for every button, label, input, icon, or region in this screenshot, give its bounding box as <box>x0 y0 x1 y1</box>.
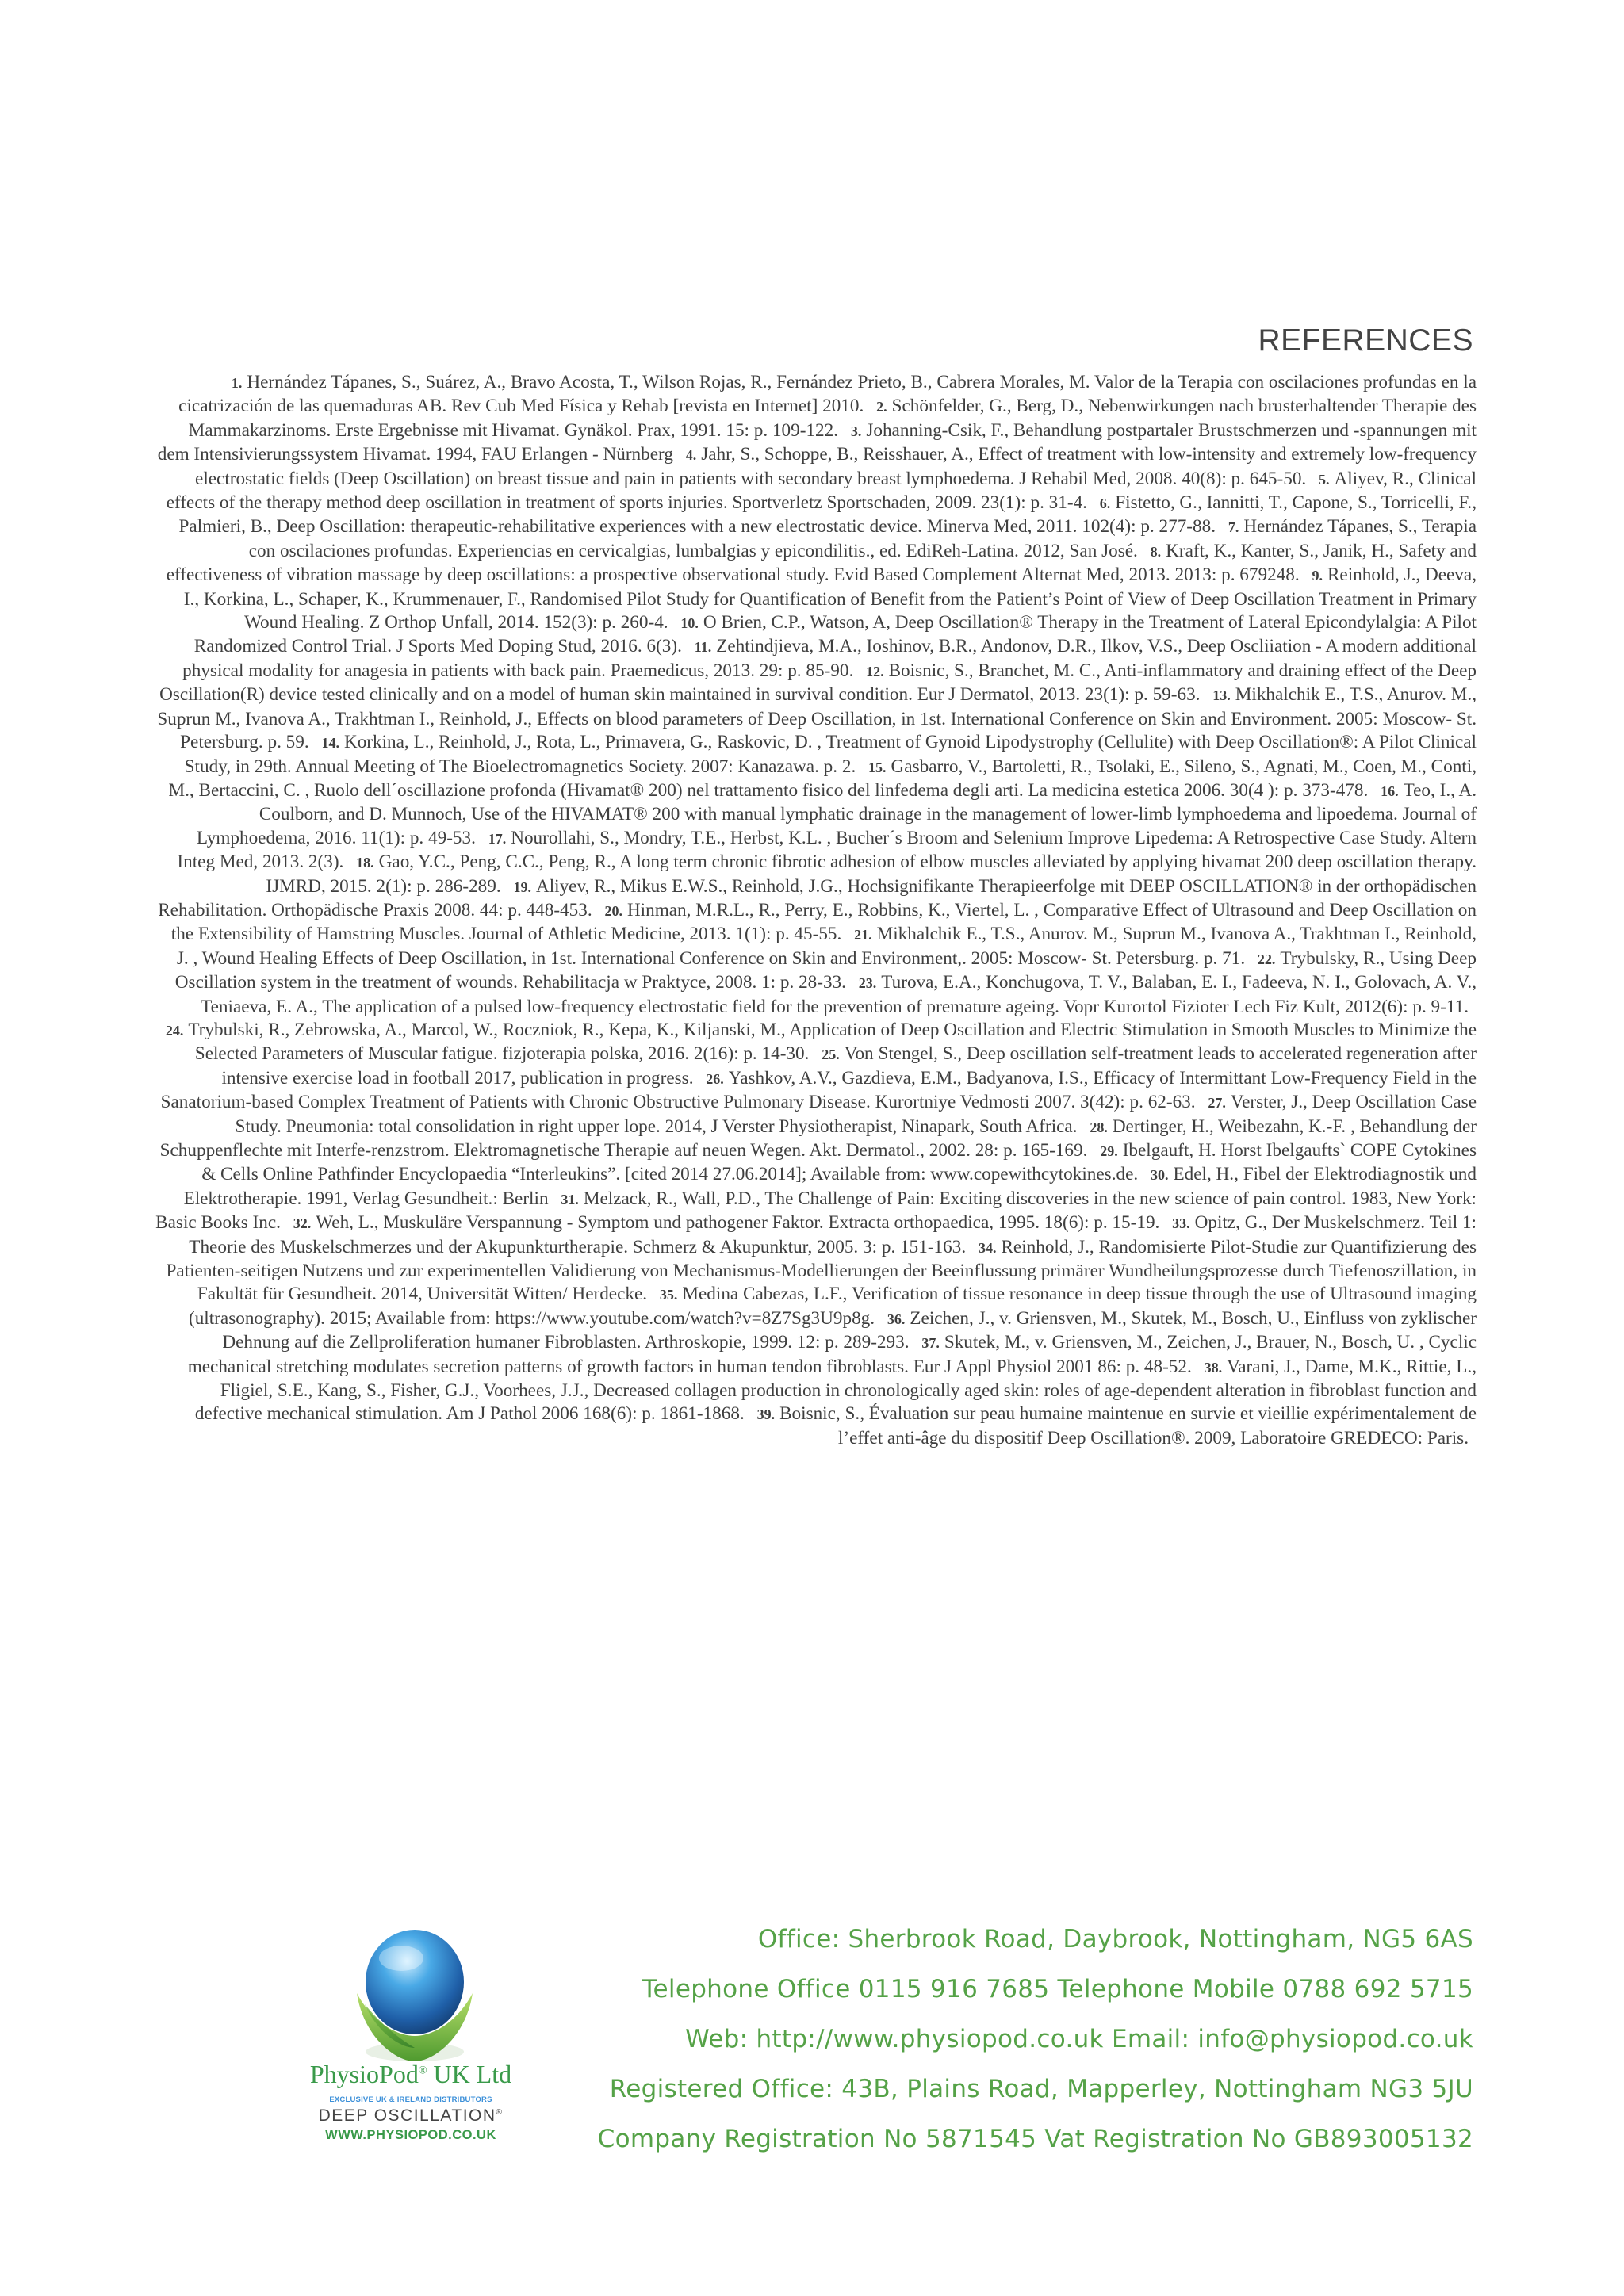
reference-number: 35. <box>659 1287 678 1303</box>
reference-number: 33. <box>1172 1215 1190 1232</box>
reference-text: Korkina, L., Reinhold, J., Rota, L., Primavera, G., Raskovic, D. , Treatment of Gynoid Lipodystrophy (Cellulite) with Deep Oscillation®: A Pilot Clinical Study, in 29th. Annual Meeting of The Bioelectromagnetics Society. 2007: Kanazawa. p. 2. <box>184 732 1477 777</box>
contact-block <box>474 1922 1473 2172</box>
reference-text: Opitz, G., Der Muskelschmerz. Teil 1: Theorie des Muskelschmerzes und der Akupunkturtherapie. Schmerz & Akupunktur, 2005. 3: p. 151-163. <box>189 1212 1477 1257</box>
reference-number: 31. <box>561 1191 579 1207</box>
reference-item <box>293 1212 1168 1233</box>
reference-text: Hernández Tápanes, S., Terapia con oscilaciones profundas. Experiencias en cervicalgias, lumbalgias y epicondilitis., ed. EdiReh-Latina. 2012, San José. <box>248 516 1477 561</box>
references-heading: REFERENCES <box>1258 323 1473 358</box>
reference-number: 28. <box>1090 1119 1108 1135</box>
reference-number: 14. <box>321 735 339 752</box>
reference-text: Zeichen, J., v. Griensven, M., Skutek, M., Bosch, U., Einfluss von zyklischer Dehnung auf die Zellproliferation humaner Fibroblasten. Arthroskopie, 1999. 12: p. 289-293. <box>222 1307 1477 1353</box>
reference-number: 22. <box>1257 951 1276 967</box>
logo-url: WWW.PHYSIOPOD.CO.UK <box>325 2128 496 2142</box>
reference-text: Dertinger, H., Weibezahn, K.-F. , Behandlung der Schuppenflechte mit Interfe-renzstrom. Elektromagnetische Therapie auf neuen Wegen. Akt. Dermatol., 2002. 28: p. 165-169. <box>159 1115 1477 1161</box>
reference-text: Mikhalchik E., T.S., Anurov. M., Suprun M., Ivanova A., Trakhtman I., Reinhold, J., Effects on blood parameters of Deep Oscillation, in 1st. International Conference on Skin and Environment. 2005: Moscow- St. Petersburg. p. 59. <box>157 684 1477 753</box>
reference-number: 21. <box>854 927 872 943</box>
reference-text: Aliyev, R., Clinical effects of the therapy method deep oscillation in treatment of sports injuries. Sportverletz Sportschaden, 2009. 23(1): p. 31-4. <box>166 468 1477 514</box>
reference-number: 4. <box>685 447 697 464</box>
reference-text: Trybulski, R., Zebrowska, A., Marcol, W., Roczniok, R., Kepa, K., Kiljanski, M., Application of Deep Oscillation and Electric Stimulation in Smooth Muscles to Minimize the Selected Parameters of Muscular fatigue. fizjoterapia polska, 2016. 2(16): p. 14-30. <box>188 1019 1477 1065</box>
web-email: Web: http://www.physiopod.co.uk Email: info@physiopod.co.uk <box>685 2025 1473 2053</box>
reference-number: 8. <box>1150 543 1162 560</box>
reference-text: Von Stengel, S., Deep oscillation self-treatment leads to accelerated regeneration after intensive exercise load in football 2017, publication in progress. <box>221 1043 1477 1089</box>
reference-text: Johanning-Csik, F., Behandlung postpartaler Brustschmerzen und -spannungen mit dem Intensivierungssystem Hivamat. 1994, FAU Erlangen - Nürnberg <box>157 419 1477 465</box>
reference-text: Melzack, R., Wall, P.D., The Challenge of Pain: Exciting discoveries in the new science of pain control. 1983, New York: Basic Books Inc. <box>155 1188 1477 1234</box>
reference-number: 39. <box>756 1406 776 1423</box>
logo-tagline: EXCLUSIVE UK & IRELAND DISTRIBUTORS <box>329 2095 492 2104</box>
reference-number: 11. <box>694 639 712 656</box>
reference-number: 13. <box>1212 687 1231 704</box>
reference-text: Jahr, S., Schoppe, B., Reisshauer, A., Effect of treatment with low-intensity and extremely low-frequency electrostatic fields (Deep Oscillation) on breast tissue and pain in patients with secondary breast lymphoedema. J Rehabil Med, 2008. 40(8): p. 645-50. <box>195 444 1477 489</box>
office-address: Office: Sherbrook Road, Daybrook, Nottingham, NG5 6AS <box>757 1925 1473 1954</box>
reference-number: 1. <box>231 375 243 391</box>
reference-number: 10. <box>680 615 699 632</box>
reference-text: Yashkov, A.V., Gazdieva, E.M., Badyanova, I.S., Efficacy of Intermittant Low-Frequency Field in the Sanatorium-based Complex Treatment of Patients with Chronic Obstructive Pulmonary Disease. Kurortniye Vedmosti 2007. 3(42): p. 62-63. <box>160 1067 1477 1113</box>
reference-number: 16. <box>1381 783 1399 799</box>
reference-number: 24. <box>165 1022 184 1039</box>
reference-text: Reinhold, J., Randomisierte Pilot-Studie zur Quantifizierung des Patienten-seitigen Nutzens und zur experimentellen Validierung von Mechanismus-Modellierungen der Beeinflussung primärer Wundheilungsprozesse durch Tiefenoszillation, in Fakultät für Gesundheit. 2014, Universität Witten/ Herdecke. <box>166 1236 1477 1305</box>
reference-number: 36. <box>887 1311 906 1327</box>
reference-number: 25. <box>822 1047 840 1063</box>
reference-number: 34. <box>978 1239 997 1256</box>
reference-text: Fistetto, G., Iannitti, T., Capone, S., Torricelli, F., Palmieri, B., Deep Oscillation: therapeutic-rehabilitative experiences with a new electrostatic device. Minerva Med, 2011. 102(4): p. 277-88. <box>178 492 1477 538</box>
reference-number: 37. <box>921 1335 940 1352</box>
company-registration: Company Registration No 5871545 Vat Registration No GB893005132 <box>597 2125 1473 2153</box>
reference-text: Zehtindjieva, M.A., Ioshinov, B.R., Andonov, D.R., Ilkov, V.S., Deep Oscliiation - A modern additional physical modality for anagesia in patients with back pain. Praemedicus, 2013. 29: p. 85-90. <box>182 636 1477 681</box>
logo-orb-icon <box>347 1917 482 2076</box>
reference-number: 3. <box>850 423 862 439</box>
logo-product: DEEP OSCILLATION® <box>318 2107 504 2125</box>
reference-text: Gao, Y.C., Peng, C.C., Peng, R., A long term chronic fibrotic adhesion of elbow muscles alleviated by applying hivamat 200 deep oscillation therapy. IJMRD, 2015. 2(1): p. 286-289. <box>266 851 1477 897</box>
reference-text: Mikhalchik E., T.S., Anurov. M., Suprun M., Ivanova A., Trakhtman I., Reinhold, J. , Wound Healing Effects of Deep Oscillation, in 1st. International Conference on Skin and Environment,. 2005: Moscow- St. Petersburg. p. 71. <box>176 924 1477 969</box>
reference-text: Boisnic, S., Évaluation sur peau humaine maintenue en survie et vieillie expérimentalement de l’effet anti-âge du dispositif Deep Oscillation®. 2009, Laboratoire GREDECO: Paris. <box>779 1403 1477 1448</box>
logo-company-name: PhysioPod® UK Ltd <box>309 2060 512 2088</box>
reference-number: 6. <box>1099 496 1111 512</box>
reference-number: 15. <box>868 759 887 775</box>
registered-office: Registered Office: 43B, Plains Road, Mapperley, Nottingham NG3 5JU <box>609 2075 1473 2103</box>
reference-item <box>757 1403 1477 1448</box>
reference-number: 26. <box>706 1070 724 1087</box>
reference-number: 7. <box>1228 519 1239 536</box>
reference-text: Schönfelder, G., Berg, D., Nebenwirkungen nach brusterhaltender Therapie des Mammakarzinoms. Erste Ergebnisse mit Hivamat. Gynäkol. Prax, 1991. 15: p. 109-122. <box>188 396 1477 441</box>
reference-text: Trybulsky, R., Using Deep Oscillation system in the treatment of wounds. Rehabilitacja w Praktyce, 2008. 1: p. 28-33. <box>174 947 1477 993</box>
telephone-numbers: Telephone Office 0115 916 7685 Telephone Mobile 0788 692 5715 <box>642 1975 1473 2003</box>
reference-number: 27. <box>1208 1095 1226 1112</box>
reference-number: 9. <box>1312 568 1323 584</box>
reference-text: Turova, E.A., Konchugova, T. V., Balaban, E. I., Fadeeva, N. I., Golovach, A. V., Teniaeva, E. A., The application of a pulsed low-frequency electrostatic field for the prevention of premature ageing. Vopr Kurortol Fizioter Lech Fiz Kult, 2012(6): p. 9-11. <box>201 972 1477 1017</box>
reference-text: Teo, I., A. Coulborn, and D. Munnoch, Use of the HIVAMAT® 200 with manual lymphatic drainage in the management of lower-limb lymphoedema and lipoedema. Journal of Lymphoedema, 2016. 11(1): p. 49-53. <box>196 779 1477 848</box>
reference-number: 20. <box>604 902 622 919</box>
reference-text: O Brien, C.P., Watson, A, Deep Oscillation® Therapy in the Treatment of Lateral Epicondylalgia: A Pilot Randomized Control Trial. J Sports Med Doping Stud, 2016. 6(3). <box>193 612 1477 657</box>
reference-text: Boisnic, S., Branchet, M. C., Anti-inflammatory and draining effect of the Deep Oscillation(R) device tested clinically and on a model of human skin maintained in survival condition. Eur J Dermatol, 2013. 23(1): p. 59-63. <box>159 660 1477 706</box>
reference-text: Gasbarro, V., Bartoletti, R., Tsolaki, E., Sileno, S., Agnati, M., Coen, M., Conti, M., Bertaccini, C. , Ruolo dell´oscillazione profonda (Hivamat® 200) nel trattamento fisico del linfedema degli arti. La medicina estetica 2006. 30(4 ): p. 373-478. <box>168 756 1477 801</box>
reference-text: Skutek, M., v. Griensven, M., Zeichen, J., Brauer, N., Bosch, U. , Cyclic mechanical stretching modulates secretion patterns of growth factors in human tendon fibroblasts. Eur J Appl Physiol 2001 86: p. 48-52. <box>187 1332 1477 1377</box>
reference-text: Kraft, K., Kanter, S., Janik, H., Safety and effectiveness of vibration massage by deep oscillations: a prospective observational study. Evid Based Complement Alternat Med, 2013. 2013: p. 679248. <box>166 540 1477 586</box>
references-list <box>155 371 1477 1450</box>
reference-number: 32. <box>293 1215 312 1232</box>
reference-text: Medina Cabezas, L.F., Verification of tissue resonance in deep tissue through the use of Ultrasound imaging (ultrasonography). 2015; Available from: https://www.youtube.com/watch?v=8Z7Sg3U9p8g. <box>188 1284 1477 1329</box>
reference-text: Weh, L., Muskuläre Verspannung - Symptom und pathogener Faktor. Extracta orthopaedica, 1995. 18(6): p. 15-19. <box>316 1212 1160 1234</box>
reference-number: 5. <box>1319 471 1330 488</box>
reference-number: 38. <box>1204 1359 1223 1376</box>
reference-number: 23. <box>858 975 877 992</box>
reference-text: Nourollahi, S., Mondry, T.E., Herbst, K.L. , Bucher´s Broom and Selenium Improve Lipedema: A Retrospective Case Study. Altern Integ Med, 2013. 2(3). <box>177 827 1477 873</box>
reference-text: Verster, J., Deep Oscillation Case Study. Pneumonia: total consolidation in right upper lope. 2014, J Verster Physiotherapist, Ninapark, South Africa. <box>235 1092 1477 1137</box>
reference-number: 2. <box>876 399 887 415</box>
reference-text: Varani, J., Dame, M.K., Rittie, L., Fligiel, S.E., Kang, S., Fisher, G.J., Voorhees, J.J., Decreased collagen production in chronologically aged skin: roles of age-dependent alteration in fibroblast function and defective mechanical stimulation. Am J Pathol 2006 168(6): p. 1861-1868. <box>194 1356 1477 1425</box>
reference-text: Edel, H., Fibel der Elektrodiagnostik und Elektrotherapie. 1991, Verlag Gesundheit.: Berlin <box>183 1164 1477 1209</box>
reference-number: 30. <box>1150 1167 1169 1184</box>
reference-text: Hernández Tápanes, S., Suárez, A., Bravo Acosta, T., Wilson Rojas, R., Fernández Prieto, B., Cabrera Morales, M. Valor de la Terapia con oscilaciones profundas en la cicatrización de las quemaduras AB. Rev Cub Med Física y Rehab [revista en Internet] 2010. <box>178 372 1477 417</box>
reference-text: Reinhold, J., Deeva, I., Korkina, L., Schaper, K., Krummenauer, F., Randomised Pilot Study for Quantification of Benefit from the Patient’s Point of View of Deep Oscillation Treatment in Primary Wound Healing. Z Orthop Unfall, 2014. 152(3): p. 260-4. <box>183 564 1477 633</box>
reference-number: 17. <box>488 830 507 847</box>
reference-number: 29. <box>1100 1143 1118 1159</box>
reference-number: 18. <box>356 855 374 871</box>
reference-text: Aliyev, R., Mikus E.W.S., Reinhold, J.G., Hochsignifikante Therapieerfolge mit DEEP OSCILLATION® in der orthopädischen Rehabilitation. Orthopädische Praxis 2008. 44: p. 448-453. <box>158 875 1477 920</box>
reference-text: Hinman, M.R.L., R., Perry, E., Robbins, K., Viertel, L. , Comparative Effect of Ultrasound and Deep Oscillation on the Extensibility of Hamstring Muscles. Journal of Athletic Medicine, 2013. 1(1): p. 45-55. <box>170 899 1477 945</box>
reference-number: 19. <box>513 878 531 895</box>
reference-text: Ibelgauft, H. Horst Ibelgaufts` COPE Cytokines & Cells Online Pathfinder Encyclopaedia “Interleukins”. [cited 2014 27.06.2014]; Available from: www.copewithcytokines.de. <box>201 1140 1477 1185</box>
reference-number: 12. <box>866 663 884 679</box>
